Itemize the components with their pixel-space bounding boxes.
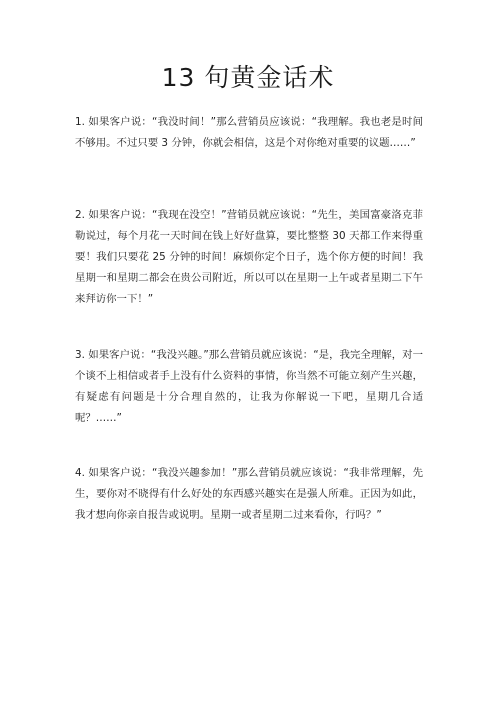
paragraph-3: 3. 如果客户说：“我没兴趣。”那么营销员就应该说：“是，我完全理解，对一个谈不上相信或者手上没有什么资料的事情，你当然不可能立刻产生兴趣，有疑虑有问题是十分合理自然的，让我为你解说一下吧，星期几合适呢？……” xyxy=(75,349,423,424)
paragraph-4: 4. 如果客户说：“我没兴趣参加！”那么营销员就应该说：“我非常理解，先生，要你对不晓得有什么好处的东西感兴趣实在是强人所难。正因为如此，我才想向你亲自报告或说明。星期一或者星期二过来看你，行吗？” xyxy=(75,467,423,521)
paragraph-2: 2. 如果客户说：“我现在没空！”营销员就应该说：“先生，美国富豪洛克菲勒说过，每个月花一天时间在钱上好好盘算，要比整整 30 天都工作来得重要！我们只要花 25 分钟的时间！麻烦你定个日子，选个你方便的时间！我星期一和星期二都会在贵公司附近，所以可以在星期一上午或者星期二下午来拜访你一下！” xyxy=(75,209,423,305)
paragraph-1: 1. 如果客户说：“我没时间！”那么营销员应该说：“我理解。我也老是时间不够用。不过只要 3 分钟，你就会相信，这是个对你绝对重要的议题……” xyxy=(75,116,423,149)
document-title: 13 句黄金话术 xyxy=(161,63,335,92)
